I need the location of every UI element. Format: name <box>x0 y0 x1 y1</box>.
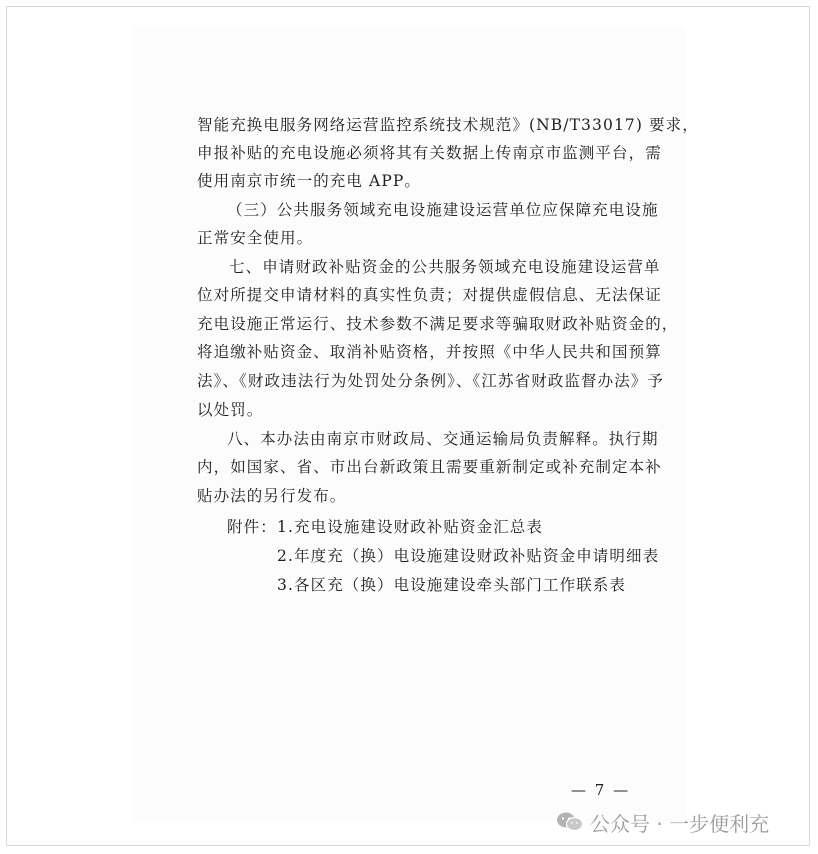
watermark <box>556 808 769 836</box>
watermark-text: 公众号 · 一步便利充 <box>590 811 770 836</box>
body-line: 智能充换电服务网络运营监控系统技术规范》(NB/T33017) 要求， <box>197 116 699 134</box>
body-line: 七、申请财政补贴资金的公共服务领域充电设施建设运营单 <box>229 258 661 276</box>
body-line: 内，如国家、省、市出台新政策且需要重新制定或补充制定本补 <box>197 458 662 476</box>
attachment-item: 3.各区充（换）电设施建设牵头部门工作联系表 <box>277 576 626 594</box>
screenshot-frame <box>6 6 810 846</box>
body-line: 将追缴补贴资金、取消补贴资格，并按照《中华人民共和国预算 <box>197 343 662 361</box>
document-page <box>135 29 699 819</box>
attachment-item: 1.充电设施建设财政补贴资金汇总表 <box>277 518 543 536</box>
body-line: 使用南京市统一的充电 APP。 <box>197 172 421 190</box>
body-line: （三）公共服务领域充电设施建设运营单位应保障充电设施 <box>227 201 659 219</box>
attachment-item: 2.年度充（换）电设施建设财政补贴资金申请明细表 <box>277 547 660 565</box>
attachments-label: 附件： <box>227 518 277 536</box>
body-line: 正常安全使用。 <box>197 229 314 247</box>
body-line: 以处罚。 <box>197 401 264 419</box>
body-line: 申报补贴的充电设施必须将其有关数据上传南京市监测平台，需 <box>197 144 662 162</box>
body-line: 八、本办法由南京市财政局、交通运输局负责解释。执行期 <box>227 430 659 448</box>
wechat-icon <box>556 811 584 833</box>
body-line: 充电设施正常运行、技术参数不满足要求等骗取财政补贴资金的， <box>197 315 679 333</box>
body-line: 位对所提交申请材料的真实性负责；对提供虚假信息、无法保证 <box>197 286 662 304</box>
body-line: 贴办法的另行发布。 <box>197 487 347 505</box>
body-line: 法》、《财政违法行为处罚处分条例》、《江苏省财政监督办法》予 <box>197 372 665 390</box>
page-number: — 7 — <box>571 781 631 799</box>
